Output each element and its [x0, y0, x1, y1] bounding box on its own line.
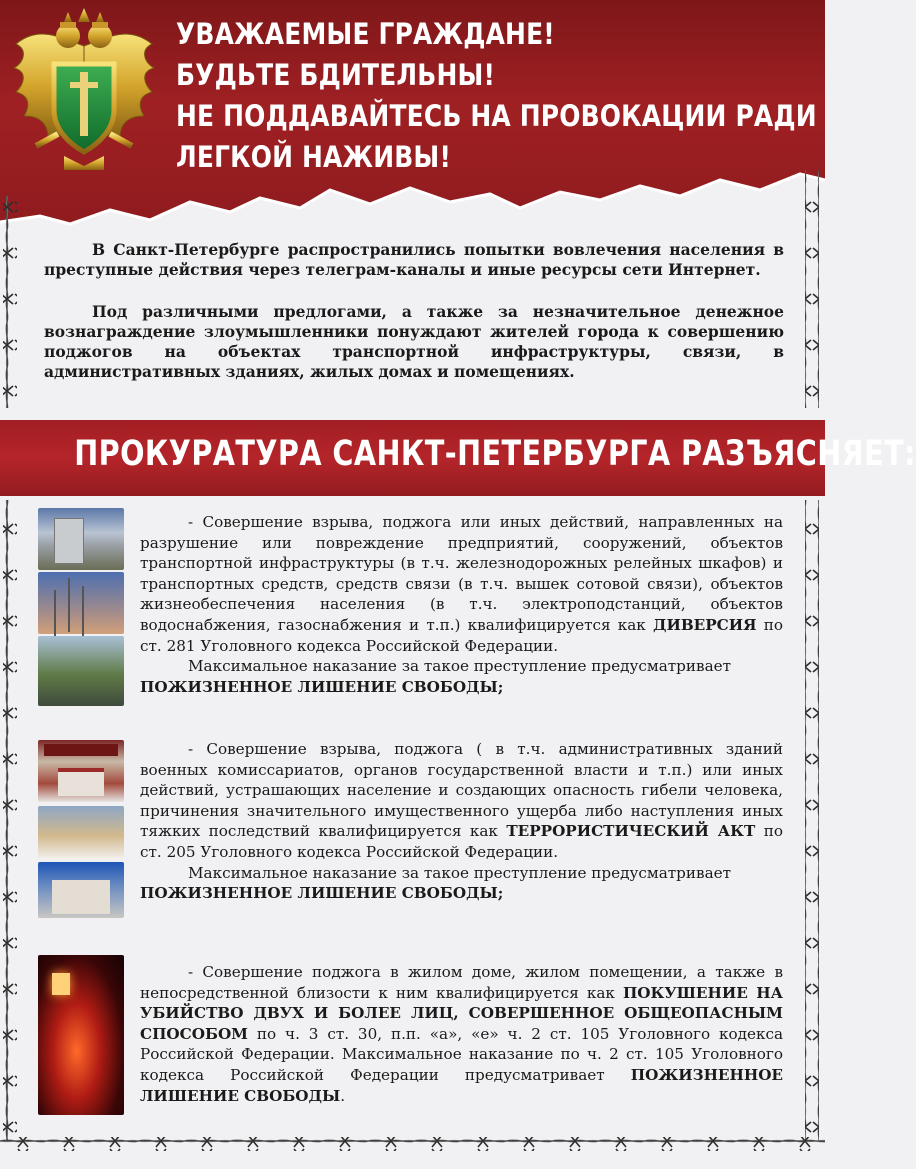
diversion-section: [140, 512, 783, 697]
administration-building-photo: [38, 862, 124, 918]
terrorist-act-paragraph: [140, 739, 783, 863]
military-commissariat-photo: [38, 740, 124, 802]
diversion-crime-name: ДИВЕРСИЯ: [652, 615, 757, 634]
terrorist-act-text: - Совершение взрыва, поджога ( в т.ч. административных зданий военных комиссариатов, органов государственной власти и т.п.) или иных действий, устрашающих население и создающих опасность гибели человека, причинения значительного имущественного ущерба либо наступления иных тяжких последствий квалифицируется как: [140, 740, 783, 841]
headline-line-1: УВАЖАЕМЫЕ ГРАЖДАНЕ!: [176, 17, 555, 51]
headline-line-2: БУДЬТЕ БДИТЕЛЬНЫ!: [176, 58, 496, 92]
diversion-paragraph: [140, 512, 783, 656]
arson-end: .: [340, 1086, 346, 1105]
diversion-penalty: ПОЖИЗНЕННОЕ ЛИШЕНИЕ СВОБОДЫ;: [140, 677, 504, 696]
headline-line-3: НЕ ПОДДАВАЙТЕСЬ НА ПРОВОКАЦИИ РАДИ: [176, 99, 817, 133]
intro-paragraph-1: В Санкт-Петербурге распространились попытки вовлечения населения в преступные действия через телеграм-каналы и иные ресурсы сети Интернет.: [44, 240, 784, 279]
band-title: ПРОКУРАТУРА САНКТ-ПЕТЕРБУРГА РАЗЪЯСНЯЕТ:: [74, 434, 916, 474]
arson-section: [140, 962, 783, 1106]
arson-penalty: ПОЖИЗНЕННОЕ ЛИШЕНИЕ СВОБОДЫ: [140, 1065, 783, 1105]
diversion-penalty-intro: Максимальное наказание за такое преступление предусматривает: [188, 657, 732, 676]
cell-tower-photo: [38, 572, 124, 634]
terrorist-act-crime-name: ТЕРРОРИСТИЧЕСКИЙ АКТ: [506, 822, 756, 841]
arson-article: по ч. 3 ст. 30, п.п. «а», «е» ч. 2 ст. 105 Уголовного кодекса Российской Федерации. Максимальное наказание по ч. 2 ст. 105 Уголовного кодекса Российской Федерации предусматривает: [140, 1024, 783, 1084]
relay-cabinet-photo: [38, 508, 124, 570]
terrorist-act-article: по ст. 205 Уголовного кодекса Российской Федерации.: [140, 822, 783, 861]
terrorist-act-penalty-intro: Максимальное наказание за такое преступление предусматривает: [188, 863, 732, 882]
government-building-photo: [38, 806, 124, 860]
substation-photo: [38, 636, 124, 706]
diversion-text: - Совершение взрыва, поджога или иных действий, направленных на разрушение или повреждение предприятий, сооружений, объектов транспортной инфраструктуры (в т.ч. железнодорожных релейных шкафов) и транспортных средств, средств связи (в т.ч. вышек сотовой связи), объектов жизнеобеспечения населения (в т.ч. электроподстанций, объектов водоснабжения, газоснабжения и т.п.) квалифицируется как: [140, 513, 783, 634]
diversion-article: по ст. 281 Уголовного кодекса Российской Федерации.: [140, 615, 783, 655]
headline-line-4: ЛЕГКОЙ НАЖИВЫ!: [176, 140, 451, 174]
fire-photo: [38, 955, 124, 1115]
terrorist-act-penalty: ПОЖИЗНЕННОЕ ЛИШЕНИЕ СВОБОДЫ;: [140, 884, 504, 903]
terrorist-act-section: [140, 739, 783, 904]
arson-crime-name: ПОКУШЕНИЕ НА УБИЙСТВО ДВУХ И БОЛЕЕ ЛИЦ, СОВЕРШЕННОЕ ОБЩЕОПАСНЫМ СПОСОБОМ: [140, 983, 783, 1043]
intro-text: [44, 240, 784, 404]
intro-paragraph-2: Под различными предлогами, а также за незначительное денежное вознаграждение злоумышленники понуждают жителей города к совершению поджогов на объектах транспортной инфраструктуры, связи, в административных зданиях, жилых домах и помещениях.: [44, 302, 784, 381]
arson-paragraph: [140, 962, 783, 1106]
arson-text: - Совершение поджога в жилом доме, жилом помещении, а также в непосредственной близости к ним квалифицируется как: [140, 963, 783, 1002]
